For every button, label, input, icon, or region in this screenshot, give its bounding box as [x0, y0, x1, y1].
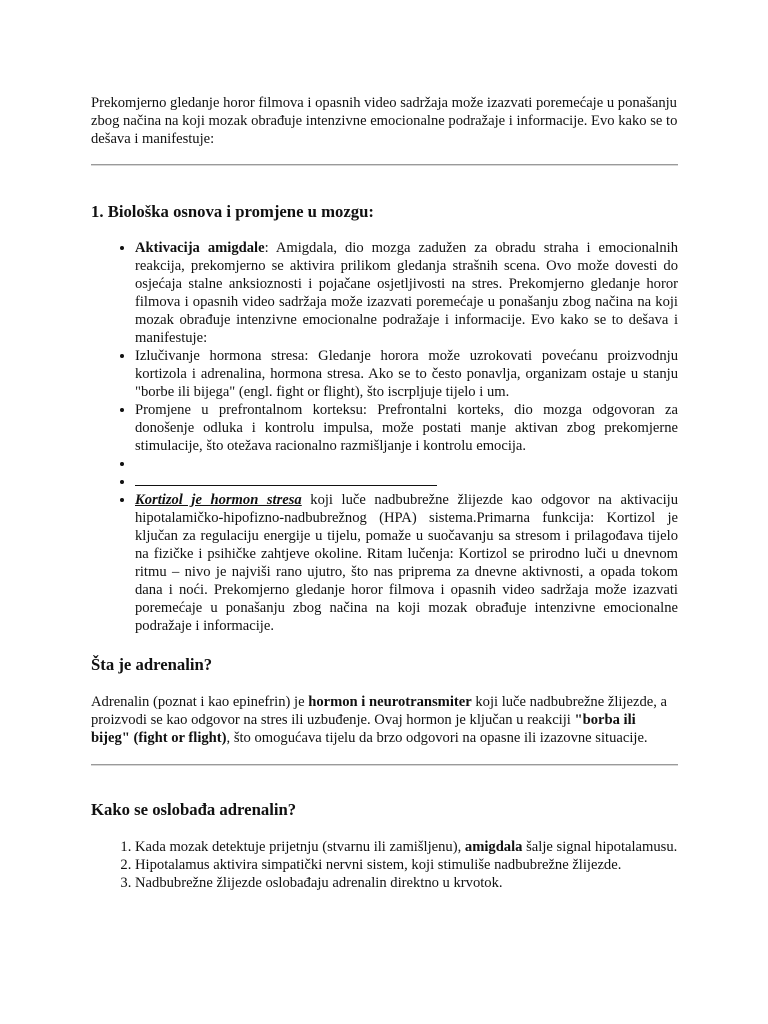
intro-paragraph: Prekomjerno gledanje horor filmova i opasnih video sadržaja može izazvati poremećaje u ponašanju zbog načina na koji mozak obrađuje intenzivne emocionalne podražaje i informacije. Evo kako se to dešava i manifestuje: [91, 95, 678, 147]
adrenalin-paragraph [91, 693, 678, 747]
numbered-item: 2. Hipotalamus aktivira simpatički nervni sistem, koji stimuliše nadbubrežne žlijezde. [135, 856, 678, 874]
section-heading-adrenalin: Šta je adrenalin? [91, 655, 213, 674]
list-item-text: : Amigdala, dio mozga zadužen za obradu straha i emocionalnih reakcija, prekomjerno se aktivira prilikom gledanja strašnih scena. Ovo može dovesti do osjećaja stalne anksioznosti i pojačane osjetljivosti na stres. Prekomjerno gledanje horor filmova i opasnih video sadržaja može izazvati poremećaje u ponašanju zbog načina na koji mozak obrađuje intenzivne emocionalne podražaje i informacije. Evo kako se to dešava i manifestuje: [135, 240, 678, 346]
section-heading-bioloska-osnova: 1. Biološka osnova i promjene u mozgu: [91, 202, 374, 221]
list-item [135, 401, 678, 455]
horizontal-rule [91, 164, 678, 166]
list-item [135, 491, 678, 635]
empty-list-item [135, 455, 678, 473]
bold-term: hormon i neurotransmiter [308, 694, 472, 710]
section-heading-kako-se-oslobadja: Kako se oslobađa adrenalin? [91, 800, 297, 819]
list-item-text: koji luče nadbubrežne žlijezde kao odgovor na aktivaciju hipotalamičko-hipofizno-nadbubrežnog (HPA) sistema.Primarna funkcija: Kortizol je ključan za regulaciju energije u tijelu, pomaže u suočavanju sa stresom i prilagođava tijelo na fizičke i psihičke zahtjeve okoline. Ritam lučenja: Kortizol se prirodno luči u dnevnom ritmu – nivo je najviši rano ujutro, što nas priprema za dnevne aktivnosti, a opada tokom dana i noći. Prekomjerno gledanje horor filmova i opasnih video sadržaja može izazvati poremećaje u ponašanju zbog načina na koji mozak obrađuje intenzivne emocionalne podražaje i informacije. [135, 492, 678, 634]
list-item [135, 347, 678, 401]
empty-list-item-with-line [135, 473, 678, 491]
numbered-item [135, 838, 678, 856]
text-run: Adrenalin (poznat i kao epinefrin) je [91, 694, 309, 710]
list-item [135, 239, 678, 347]
numbered-list [91, 838, 678, 892]
bullet-list [91, 239, 678, 635]
horizontal-rule [91, 764, 678, 766]
underline-rule [135, 473, 437, 486]
list-item-text: Izlučivanje hormona stresa: Gledanje horora može uzrokovati povećanu proizvodnju kortizola i adrenalina, hormona stresa. Ako se to često ponavlja, organizam ostaje u stanju "borbe ili bijega" (engl. fight or flight), što iscrpljuje tijelo i um. [135, 348, 678, 400]
list-item-emphasis: Kortizol je hormon stresa [135, 492, 302, 508]
text-run: Kada mozak detektuje prijetnju (stvarnu ili zamišljenu), [135, 839, 465, 855]
document-body [91, 94, 678, 892]
bold-term: amigdala [464, 839, 523, 855]
list-item-text: Promjene u prefrontalnom korteksu: Prefrontalni korteks, dio mozga odgovoran za donošenje odluka i kontrolu impulsa, može postati manje aktivan zbog prekomjerne stimulacije, što otežava racionalno razmišljanje i kontrolu emocija. [135, 402, 678, 454]
text-run: šalje signal hipotalamusu. [522, 839, 678, 855]
text-run: koji luče nadbubrežne žlijezde, a proizvodi se kao odgovor na stres ili uzbuđenje. Ovaj hormon je ključan u reakciji [91, 694, 668, 728]
numbered-item: 3. Nadbubrežne žlijezde oslobađaju adrenalin direktno u krvotok. [135, 874, 678, 892]
list-item-bold-term: Aktivacija amigdale [135, 240, 265, 256]
text-run: , što omogućava tijelu da brzo odgovori na opasne ili izazovne situacije. [226, 730, 648, 746]
bold-term: "borba ili bijeg" (fight or flight) [91, 712, 636, 746]
